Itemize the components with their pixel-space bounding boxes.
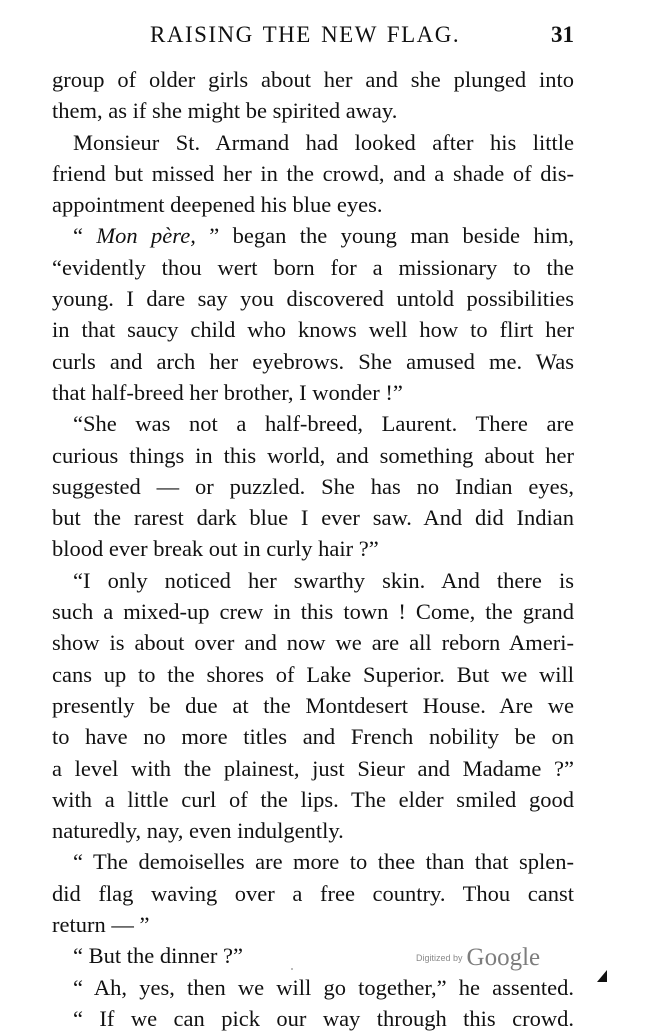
text-line: “I only noticed her swarthy skin. And there is bbox=[73, 567, 574, 593]
page-number: 31 bbox=[551, 22, 574, 47]
text-line: but the rarest dark blue I ever saw. And did Indian bbox=[52, 505, 574, 531]
scan-speck bbox=[291, 968, 293, 970]
text-line: “ If we can pick our way through this crowd. bbox=[73, 1005, 574, 1031]
text-line: “ The demoiselles are more to thee than that splen- bbox=[73, 849, 574, 875]
text-line: curious things in this world, and something about her bbox=[52, 442, 574, 468]
running-head: RAISING THE NEW FLAG. bbox=[150, 22, 461, 47]
text-line bbox=[52, 220, 574, 251]
italic-phrase: Mon père, bbox=[96, 223, 196, 249]
text-line: them, as if she might be spirited away. bbox=[52, 98, 398, 124]
text-line: to have no more titles and French nobility be on bbox=[52, 724, 574, 750]
body-text bbox=[52, 64, 574, 1034]
text-line: “She was not a half-breed, Laurent. There are bbox=[73, 411, 574, 437]
line-suffix: ” began the young man beside him, bbox=[209, 223, 575, 249]
text-line: return — ” bbox=[52, 912, 150, 938]
text-line: Monsieur St. Armand had looked after his little bbox=[73, 129, 574, 155]
text-line: curls and arch her eyebrows. She amused me. Was bbox=[52, 348, 574, 374]
text-line: friend but missed her in the crowd, and a shade of dis- bbox=[52, 160, 574, 186]
digitized-by-label: Digitized by bbox=[416, 953, 463, 963]
text-line: naturedly, nay, even indulgently. bbox=[52, 818, 344, 844]
text-line: with a little curl of the lips. The elder smiled good bbox=[52, 786, 574, 812]
text-line: suggested — or puzzled. She has no Indian eyes, bbox=[52, 473, 574, 499]
text-line: such a mixed-up crew in this town ! Come, the grand bbox=[52, 599, 574, 625]
digitized-watermark bbox=[416, 944, 540, 972]
text-line: appointment deepened his blue eyes. bbox=[52, 192, 383, 218]
text-line: group of older girls about her and she plunged into bbox=[52, 67, 574, 92]
text-line: a level with the plainest, just Sieur and Madame ?” bbox=[52, 755, 574, 781]
google-wordmark: Google bbox=[466, 944, 541, 971]
text-line: in that saucy child who knows well how to flirt her bbox=[52, 317, 574, 343]
text-line: that half-breed her brother, I wonder !” bbox=[52, 379, 403, 405]
text-line: cans up to the shores of Lake Superior. But we will bbox=[52, 661, 574, 687]
text-line: “ Ah, yes, then we will go together,” he assented. bbox=[73, 974, 574, 1000]
page-header bbox=[52, 22, 574, 56]
corner-fold-mark bbox=[597, 970, 607, 982]
text-line: show is about over and now we are all reborn Ameri- bbox=[52, 630, 574, 656]
text-line: young. I dare say you discovered untold possibilities bbox=[52, 286, 574, 312]
text-line: did flag waving over a free country. Thou canst bbox=[52, 880, 574, 906]
text-line: presently be due at the Montdesert House. Are we bbox=[52, 692, 574, 718]
line-prefix: “ bbox=[73, 223, 97, 249]
text-line: “ But the dinner ?” bbox=[73, 943, 243, 969]
text-line: blood ever break out in curly hair ?” bbox=[52, 536, 379, 562]
text-line: “evidently thou wert born for a missionary to the bbox=[52, 254, 574, 280]
